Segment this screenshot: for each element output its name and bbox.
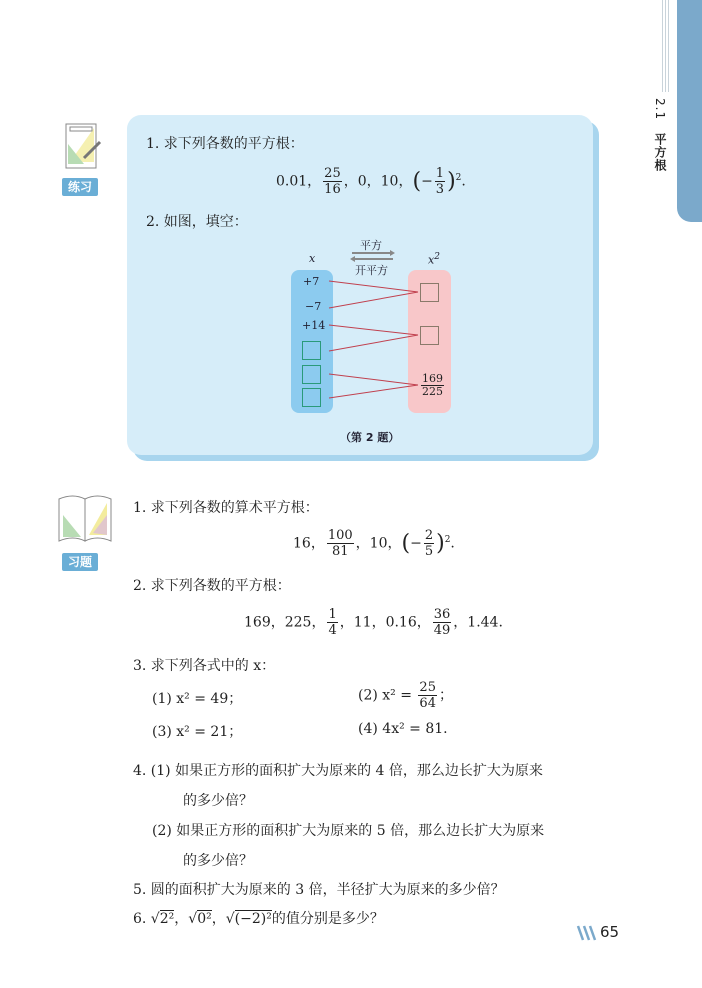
exercise-4-part-1-cont: 的多少倍？ — [183, 793, 253, 809]
practice-q1-prompt: 1. 求下列各数的平方根： — [146, 136, 304, 152]
practice-label: 练习 — [62, 178, 98, 196]
exercise-2-prompt: 2. 求下列各数的平方根： — [133, 578, 291, 594]
left-item: +14 — [302, 319, 326, 332]
exercise-1-prompt: 1. 求下列各数的算术平方根： — [133, 500, 319, 516]
exercise-3-part-3: (3) x² = 21； — [152, 724, 243, 740]
practice-q1-formula: 0.01， $\frac{25}{16}$ ，0，10，(− $\frac{1}{3}$ )$^2$. — [276, 166, 466, 197]
exercise-3-part-4: (4) 4x² = 81. — [358, 721, 448, 737]
blank-box[interactable] — [302, 365, 321, 384]
practice-q2-prompt: 2. 如图，填空： — [146, 214, 248, 230]
exercise-3-part-1: (1) x² = 49； — [152, 691, 243, 707]
exercise-4-part-2: (2) 如果正方形的面积扩大为原来的 5 倍，那么边长扩大为原来 — [152, 823, 545, 839]
blank-box[interactable] — [302, 341, 321, 360]
exercise-1-formula: 16， $\frac{100}{81}$ ，10，(− $\frac{2}{5}$ )$^2$. — [293, 528, 455, 559]
right-fraction: $\frac{169}{225}$ — [422, 372, 443, 398]
arrow-bottom-label: 开平方 — [355, 264, 388, 277]
blank-box[interactable] — [420, 283, 439, 302]
blank-box[interactable] — [302, 388, 321, 407]
page-stripes-icon — [576, 925, 598, 941]
exercise-5: 5. 圆的面积扩大为原来的 3 倍，半径扩大为原来的多少倍？ — [133, 882, 505, 898]
right-header: $x^2$ — [428, 252, 440, 267]
exercises-label: 习题 — [62, 553, 98, 571]
page-number: 65 — [600, 923, 620, 941]
diagram-caption: （第 2 题） — [340, 431, 400, 444]
left-header: x — [309, 252, 316, 265]
blank-box[interactable] — [420, 326, 439, 345]
left-item: −7 — [305, 300, 322, 313]
exercise-3-part-2: (2) x² = $\frac{25}{64}$ ； — [358, 680, 453, 711]
exercise-2-formula: 169，225， $\frac{1}{4}$ ，11，0.16， $\frac{36}{49}$ ，1.44. — [244, 607, 503, 638]
exercise-3-prompt: 3. 求下列各式中的 x： — [133, 658, 276, 674]
exercise-6: 6. √2²，√0²，√(−2)²的值分别是多少？ — [133, 911, 384, 927]
left-item: +7 — [303, 275, 320, 288]
exercise-4-part-1: 4. (1) 如果正方形的面积扩大为原来的 4 倍，那么边长扩大为原来 — [133, 763, 543, 779]
arrow-top-label: 平方 — [360, 239, 382, 252]
exercise-book-icon — [55, 485, 115, 551]
chapter-tab-label: 2.1 平方根 — [653, 98, 667, 173]
exercise-4-part-2-cont: 的多少倍？ — [183, 853, 253, 869]
